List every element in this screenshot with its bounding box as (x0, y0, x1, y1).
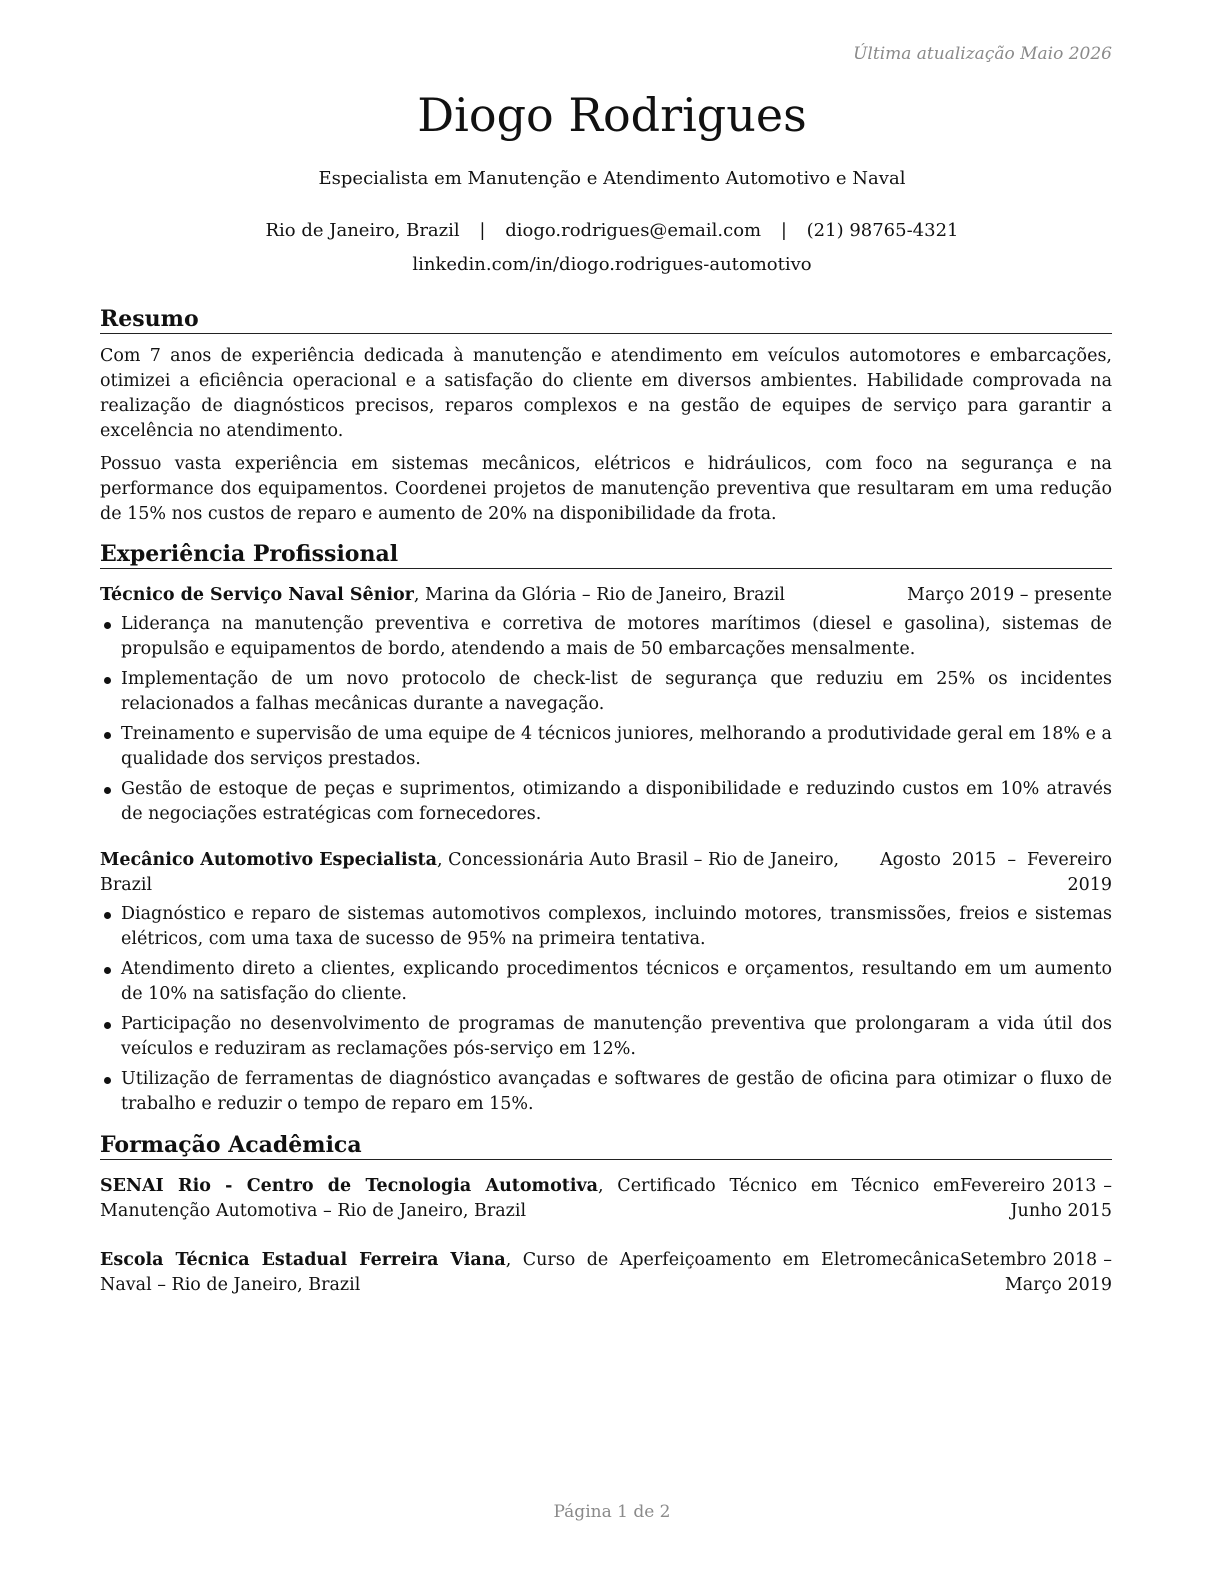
job-header (100, 848, 1112, 898)
contact-line (0, 220, 1224, 241)
school-name: Escola Técnica Estadual Ferreira Viana (100, 1250, 506, 1270)
list-item: Treinamento e supervisão de uma equipe de 4 técnicos juniores, melhorando a produtividade geral em 18% e a qualidade dos serviços prestados. (100, 722, 1112, 772)
linkedin-link[interactable]: linkedin.com/in/diogo.rodrigues-automotivo (412, 254, 812, 275)
resume-body (100, 306, 1112, 1298)
list-item: Liderança na manutenção preventiva e corretiva de motores marítimos (diesel e gasolina), sistemas de propulsão e equipamentos de bordo, atendendo a mais de 50 embarcações mensalmente. (100, 612, 1112, 662)
separator: | (780, 220, 787, 241)
education-entry (100, 1174, 1112, 1224)
job-company: , Concessionária Auto Brasil – Rio de Janeiro, Brazil (100, 850, 840, 895)
list-item: Utilização de ferramentas de diagnóstico avançadas e softwares de gestão de oficina para otimizar o fluxo de trabalho e reduzir o tempo de reparo em 15%. (100, 1067, 1112, 1117)
section-title-experience: Experiência Profissional (100, 541, 1112, 569)
section-title-education: Formação Acadêmica (100, 1132, 1112, 1160)
job-dates: Agosto 2015 – Fevereiro 2019 (880, 850, 1112, 895)
phone: (21) 98765-4321 (806, 220, 959, 241)
location: Rio de Janeiro, Brazil (265, 220, 460, 241)
job-header (100, 583, 1112, 608)
job-role: Mecânico Automotivo Especialista (100, 850, 437, 870)
education-dates: Fevereiro 2013 – Junho 2015 (960, 1176, 1112, 1221)
school-detail: , Curso de Aperfeiçoamento em Eletromecânica Naval – Rio de Janeiro, Brazil (100, 1250, 961, 1295)
list-item: Implementação de um novo protocolo de check-list de segurança que reduziu em 25% os incidentes relacionados a falhas mecânicas durante a navegação. (100, 667, 1112, 717)
list-item: Atendimento direto a clientes, explicando procedimentos técnicos e orçamentos, resultando em um aumento de 10% na satisfação do cliente. (100, 957, 1112, 1007)
page-number: Página 1 de 2 (553, 1502, 671, 1522)
job-dates: Março 2019 – presente (907, 585, 1112, 605)
summary-paragraph: Com 7 anos de experiência dedicada à manutenção e atendimento em veículos automotores e embarcações, otimizei a eficiência operacional e a satisfação do cliente em diversos ambientes. Habilidade comprovada na realização de diagnósticos precisos, reparos complexos e na gestão de equipes de serviço para garantir a excelência no atendimento. (100, 346, 1112, 441)
summary-paragraph: Possuo vasta experiência em sistemas mecânicos, elétricos e hidráulicos, com foco na segurança e na performance dos equipamentos. Coordenei projetos de manutenção preventiva que resultaram em uma redução de 15% nos custos de reparo e aumento de 20% na disponibilidade da frota. (100, 454, 1112, 524)
job-bullets (100, 902, 1112, 1117)
section-title-summary: Resumo (100, 306, 1112, 334)
school-name: SENAI Rio - Centro de Tecnologia Automotiva (100, 1176, 598, 1196)
education-dates: Setembro 2018 – Março 2019 (960, 1250, 1112, 1295)
last-updated: Última atualização Maio 2026 (853, 44, 1112, 64)
candidate-name: Diogo Rodrigues (417, 88, 807, 142)
job-company: , Marina da Glória – Rio de Janeiro, Brazil (413, 585, 785, 605)
education-entry (100, 1248, 1112, 1298)
list-item: Participação no desenvolvimento de programas de manutenção preventiva que prolongaram a vida útil dos veículos e reduziram as reclamações pós-serviço em 12%. (100, 1012, 1112, 1062)
list-item: Diagnóstico e reparo de sistemas automotivos complexos, incluindo motores, transmissões, freios e sistemas elétricos, com uma taxa de sucesso de 95% na primeira tentativa. (100, 902, 1112, 952)
list-item: Gestão de estoque de peças e suprimentos, otimizando a disponibilidade e reduzindo custos em 10% através de negociações estratégicas com fornecedores. (100, 777, 1112, 827)
school-detail: , Certificado Técnico em Técnico em Manutenção Automotiva – Rio de Janeiro, Brazil (100, 1176, 961, 1221)
separator: | (479, 220, 486, 241)
email-link[interactable]: diogo.rodrigues@email.com (505, 220, 762, 241)
headline: Especialista em Manutenção e Atendimento Automotivo e Naval (318, 168, 906, 189)
job-role: Técnico de Serviço Naval Sênior (100, 585, 414, 605)
job-bullets (100, 612, 1112, 827)
